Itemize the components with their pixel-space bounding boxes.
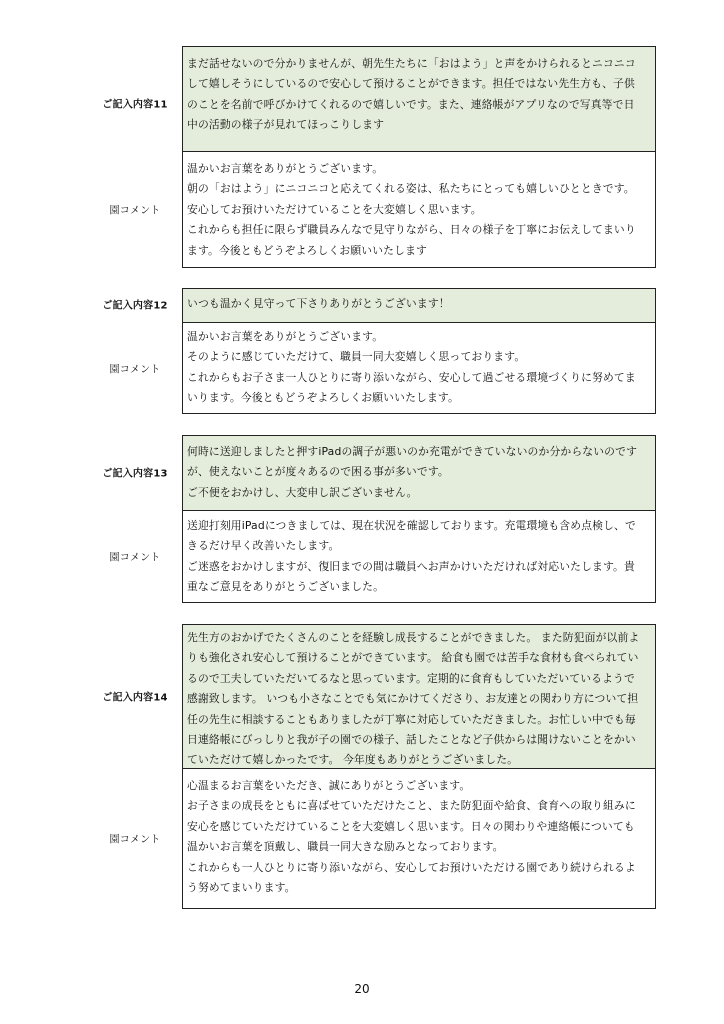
comment-line: 心温まるお言葉をいただき、誠にありがとうございます。	[187, 779, 471, 792]
comment-text-box	[182, 323, 656, 414]
entry-label: ご記入内容13	[102, 468, 168, 480]
comment-label: 園コメント	[109, 834, 161, 846]
entry-line: ご不便をおかけし、大変申し訳ございません。	[187, 485, 418, 499]
comment-label: 園コメント	[109, 552, 161, 564]
comment-line: 朝の「おはよう」にニコニコと応えてくれる姿は、私たちにとっても嬉しいひとときです。	[187, 182, 635, 196]
comment-line: ご迷惑をおかけしますが、復旧までの間は職員へお声かけいただければ対応いたします。貴	[187, 559, 635, 573]
entry-line: 感謝致します。 いつも小さなことでも気にかけてくださり、お友達との関わり方について担	[187, 692, 639, 706]
entry-line: りも強化され安心して預けることができています。 給食も園では苦手な食材も食べられてい	[187, 651, 639, 665]
comment-line: いります。今後ともどうぞよろしくお願いいたします。	[187, 391, 459, 405]
entry-line: 先生方のおかげでたくさんのことを経験し成長することができました。 また防犯面が以前よ	[187, 631, 640, 644]
comment-label: 園コメント	[109, 364, 161, 376]
comment-text-box	[182, 511, 656, 603]
comment-label: 園コメント	[109, 205, 161, 217]
comment-line: 安心を感じていただけていることを大変嬉しく思います。日々の関わりや連絡帳についても	[187, 819, 635, 833]
entry-line: ていただけて嬉しかったです。 今年度もありがとうございました。	[187, 753, 519, 767]
comment-line: 温かいお言葉をありがとうございます。	[187, 162, 384, 175]
entry-text-box	[182, 435, 656, 511]
entry-label: ご記入内容12	[102, 300, 168, 312]
entry-line: 何時に送迎しましたと押すiPadの調子が悪いのか充電ができていないのか分からないのです	[187, 445, 638, 458]
entry-text-box	[182, 624, 656, 769]
comment-line: きるだけ早く改善いたします。	[187, 539, 340, 553]
comment-line: ます。今後ともどうぞよろしくお願いいたします	[187, 243, 427, 257]
comment-line: 温かいお言葉をありがとうございます。	[187, 330, 384, 343]
page-number: 20	[354, 982, 370, 996]
comment-line: う努めてまいります。	[187, 881, 296, 895]
entry-line: 中の活動の様子が見れてほっこりします	[187, 118, 385, 132]
entry-line: のことを名前で呼びかけてくれるので嬉しいです。また、連絡帳がアプリなので写真等で日	[187, 97, 635, 111]
comment-text-box	[182, 769, 656, 909]
entry-line: まだ話せないので分かりませんが、朝先生たちに「おはよう」と声をかけられるとニコニコ	[187, 57, 636, 70]
comment-line: 温かいお言葉を頂戴し、職員一同大きな励みとなっております。	[187, 840, 504, 854]
entry-line: 日連絡帳にびっしりと我が子の園での様子、話したことなど子供からは聞けないことをかい	[187, 733, 636, 747]
comment-text-box	[182, 152, 656, 268]
entry-line: いつも温かく見守って下さりありがとうございます！	[187, 297, 450, 310]
comment-line: 送迎打刻用iPadにつきましては、現在状況を確認しております。充電環境も含め点検し、で	[187, 519, 636, 532]
comment-line: これからも担任に限らず職員みんなで見守りながら、日々の様子を丁寧にお伝えしてまいり	[187, 223, 636, 237]
entry-line: して嬉しそうにしているので安心して預けることができます。担任ではない先生方も、子供	[187, 77, 635, 91]
comment-line: そのように感じていただけて、職員一同大変嬉しく思っております。	[187, 350, 526, 364]
comment-line: 重なご意見をありがとうございました。	[187, 580, 385, 594]
comment-line: 安心してお預けいただけていることを大変嬉しく思います。	[187, 202, 482, 216]
entry-line: るので工夫していただいてるなと思っています。定期的に食育もしていただいているようで	[187, 671, 635, 685]
comment-line: お子さまの成長をともに喜ばせていただけたこと、また防犯面や給食、食育への取り組みに	[187, 799, 636, 813]
entry-line: 任の先生に相談することもありましたが丁寧に対応していただきました。お忙しい中でも毎	[187, 712, 636, 726]
entry-text-box	[182, 46, 656, 152]
comment-line: これからもお子さま一人ひとりに寄り添いながら、安心して過ごせる環境づくりに努めてま	[187, 370, 636, 384]
entry-label: ご記入内容11	[102, 99, 168, 111]
entry-line: が、使えないことが度々あるので困る事が多いです。	[187, 465, 449, 479]
entry-text-box	[182, 288, 656, 323]
comment-line: これからも一人ひとりに寄り添いながら、安心してお預けいただける園であり続けられるよ	[187, 860, 636, 874]
entry-label: ご記入内容14	[102, 692, 168, 704]
